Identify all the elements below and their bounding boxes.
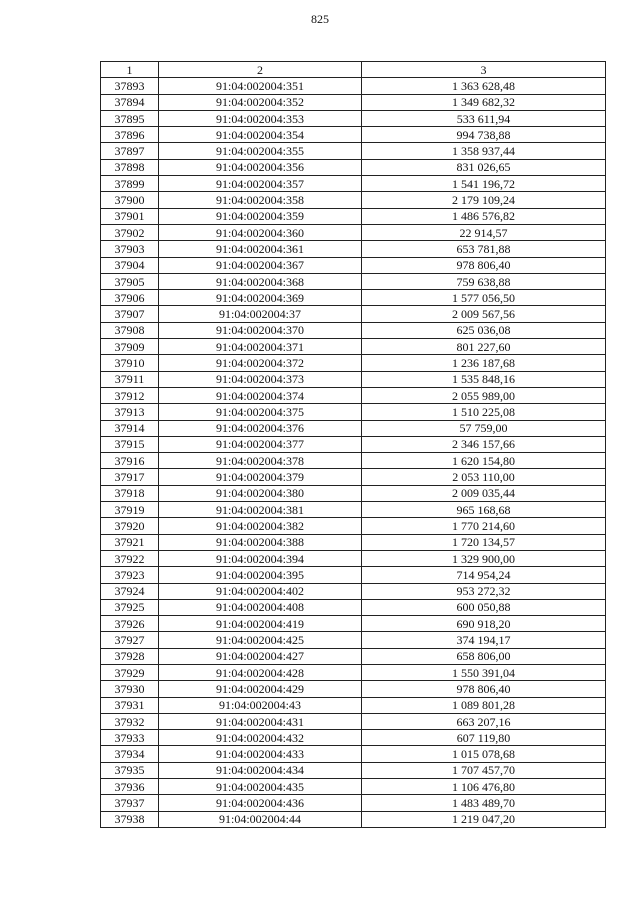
table-row: [101, 404, 606, 420]
row-number-cell: 37933: [101, 730, 159, 746]
value-cell: 1 510 225,08: [362, 404, 606, 420]
value-cell: 1 550 391,04: [362, 664, 606, 680]
row-number-cell: 37924: [101, 583, 159, 599]
cadastral-number-cell: 91:04:002004:352: [159, 94, 362, 110]
table-row: [101, 534, 606, 550]
value-cell: 600 050,88: [362, 599, 606, 615]
cadastral-number-cell: 91:04:002004:370: [159, 322, 362, 338]
cadastral-number-cell: 91:04:002004:360: [159, 224, 362, 240]
value-cell: 1 236 187,68: [362, 355, 606, 371]
value-cell: 625 036,08: [362, 322, 606, 338]
table-row: [101, 273, 606, 289]
table-row: [101, 78, 606, 94]
cadastral-number-cell: 91:04:002004:43: [159, 697, 362, 713]
table-row: [101, 127, 606, 143]
table-row: [101, 811, 606, 827]
value-cell: 1 770 214,60: [362, 518, 606, 534]
cadastral-number-cell: 91:04:002004:44: [159, 811, 362, 827]
row-number-cell: 37938: [101, 811, 159, 827]
table-row: [101, 795, 606, 811]
cadastral-number-cell: 91:04:002004:425: [159, 632, 362, 648]
row-number-cell: 37911: [101, 371, 159, 387]
value-cell: 1 106 476,80: [362, 779, 606, 795]
row-number-cell: 37922: [101, 550, 159, 566]
cadastral-value-table: [100, 61, 606, 828]
cadastral-number-cell: 91:04:002004:356: [159, 159, 362, 175]
table-row: [101, 550, 606, 566]
cadastral-number-cell: 91:04:002004:375: [159, 404, 362, 420]
table-row: [101, 567, 606, 583]
value-cell: 653 781,88: [362, 241, 606, 257]
cadastral-number-cell: 91:04:002004:432: [159, 730, 362, 746]
cadastral-number-cell: 91:04:002004:428: [159, 664, 362, 680]
row-number-cell: 37932: [101, 713, 159, 729]
table-row: [101, 583, 606, 599]
row-number-cell: 37901: [101, 208, 159, 224]
cadastral-number-cell: 91:04:002004:351: [159, 78, 362, 94]
row-number-cell: 37895: [101, 110, 159, 126]
row-number-cell: 37936: [101, 779, 159, 795]
row-number-cell: 37914: [101, 420, 159, 436]
value-cell: 1 358 937,44: [362, 143, 606, 159]
value-cell: 1 535 848,16: [362, 371, 606, 387]
table-row: [101, 697, 606, 713]
cadastral-number-cell: 91:04:002004:368: [159, 273, 362, 289]
cadastral-number-cell: 91:04:002004:431: [159, 713, 362, 729]
table-row: [101, 469, 606, 485]
table-row: [101, 355, 606, 371]
value-cell: 978 806,40: [362, 681, 606, 697]
table-row: [101, 681, 606, 697]
row-number-cell: 37923: [101, 567, 159, 583]
table-row: [101, 713, 606, 729]
value-cell: 2 346 157,66: [362, 436, 606, 452]
table-row: [101, 420, 606, 436]
value-cell: 607 119,80: [362, 730, 606, 746]
table-row: [101, 94, 606, 110]
row-number-cell: 37913: [101, 404, 159, 420]
row-number-cell: 37929: [101, 664, 159, 680]
table-row: [101, 306, 606, 322]
value-cell: 2 009 035,44: [362, 485, 606, 501]
table-row: [101, 192, 606, 208]
value-cell: 2 055 989,00: [362, 387, 606, 403]
row-number-cell: 37917: [101, 469, 159, 485]
table-row: [101, 143, 606, 159]
cadastral-number-cell: 91:04:002004:379: [159, 469, 362, 485]
cadastral-number-cell: 91:04:002004:381: [159, 502, 362, 518]
row-number-cell: 37896: [101, 127, 159, 143]
table-row: [101, 208, 606, 224]
cadastral-number-cell: 91:04:002004:37: [159, 306, 362, 322]
value-cell: 1 720 134,57: [362, 534, 606, 550]
row-number-cell: 37905: [101, 273, 159, 289]
header-col-1: 1: [101, 62, 159, 78]
cadastral-number-cell: 91:04:002004:361: [159, 241, 362, 257]
value-cell: 714 954,24: [362, 567, 606, 583]
cadastral-number-cell: 91:04:002004:433: [159, 746, 362, 762]
cadastral-number-cell: 91:04:002004:378: [159, 453, 362, 469]
cadastral-number-cell: 91:04:002004:435: [159, 779, 362, 795]
table-row: [101, 371, 606, 387]
value-cell: 1 349 682,32: [362, 94, 606, 110]
row-number-cell: 37927: [101, 632, 159, 648]
cadastral-number-cell: 91:04:002004:377: [159, 436, 362, 452]
cadastral-number-cell: 91:04:002004:419: [159, 616, 362, 632]
row-number-cell: 37908: [101, 322, 159, 338]
table-row: [101, 322, 606, 338]
table-row: [101, 730, 606, 746]
value-cell: 978 806,40: [362, 257, 606, 273]
row-number-cell: 37898: [101, 159, 159, 175]
value-cell: 1 015 078,68: [362, 746, 606, 762]
header-col-3: 3: [362, 62, 606, 78]
row-number-cell: 37915: [101, 436, 159, 452]
row-number-cell: 37904: [101, 257, 159, 273]
row-number-cell: 37919: [101, 502, 159, 518]
value-cell: 1 483 489,70: [362, 795, 606, 811]
table-row: [101, 648, 606, 664]
table-row: [101, 779, 606, 795]
cadastral-number-cell: 91:04:002004:388: [159, 534, 362, 550]
table-row: [101, 387, 606, 403]
row-number-cell: 37918: [101, 485, 159, 501]
cadastral-number-cell: 91:04:002004:369: [159, 290, 362, 306]
table-row: [101, 746, 606, 762]
value-cell: 801 227,60: [362, 339, 606, 355]
row-number-cell: 37920: [101, 518, 159, 534]
table-row: [101, 762, 606, 778]
header-row: [101, 62, 606, 78]
cadastral-number-cell: 91:04:002004:376: [159, 420, 362, 436]
cadastral-number-cell: 91:04:002004:353: [159, 110, 362, 126]
value-cell: 953 272,32: [362, 583, 606, 599]
value-cell: 2 053 110,00: [362, 469, 606, 485]
table-header: [101, 62, 606, 78]
row-number-cell: 37894: [101, 94, 159, 110]
cadastral-number-cell: 91:04:002004:372: [159, 355, 362, 371]
value-cell: 994 738,88: [362, 127, 606, 143]
row-number-cell: 37925: [101, 599, 159, 615]
cadastral-number-cell: 91:04:002004:373: [159, 371, 362, 387]
row-number-cell: 37909: [101, 339, 159, 355]
table-row: [101, 159, 606, 175]
row-number-cell: 37937: [101, 795, 159, 811]
row-number-cell: 37921: [101, 534, 159, 550]
cadastral-number-cell: 91:04:002004:355: [159, 143, 362, 159]
table-row: [101, 632, 606, 648]
table-row: [101, 502, 606, 518]
cadastral-number-cell: 91:04:002004:408: [159, 599, 362, 615]
value-cell: 1 219 047,20: [362, 811, 606, 827]
cadastral-number-cell: 91:04:002004:354: [159, 127, 362, 143]
table-body: [101, 78, 606, 828]
value-cell: 1 707 457,70: [362, 762, 606, 778]
table-row: [101, 176, 606, 192]
row-number-cell: 37935: [101, 762, 159, 778]
value-cell: 658 806,00: [362, 648, 606, 664]
header-col-2: 2: [159, 62, 362, 78]
value-cell: 2 179 109,24: [362, 192, 606, 208]
value-cell: 1 363 628,48: [362, 78, 606, 94]
value-cell: 690 918,20: [362, 616, 606, 632]
row-number-cell: 37903: [101, 241, 159, 257]
value-cell: 533 611,94: [362, 110, 606, 126]
cadastral-number-cell: 91:04:002004:371: [159, 339, 362, 355]
row-number-cell: 37928: [101, 648, 159, 664]
row-number-cell: 37931: [101, 697, 159, 713]
cadastral-number-cell: 91:04:002004:434: [159, 762, 362, 778]
cadastral-number-cell: 91:04:002004:358: [159, 192, 362, 208]
value-cell: 57 759,00: [362, 420, 606, 436]
page-number: 825: [311, 12, 329, 26]
table-row: [101, 290, 606, 306]
value-cell: 759 638,88: [362, 273, 606, 289]
table-row: [101, 616, 606, 632]
cadastral-number-cell: 91:04:002004:427: [159, 648, 362, 664]
cadastral-number-cell: 91:04:002004:395: [159, 567, 362, 583]
row-number-cell: 37902: [101, 224, 159, 240]
value-cell: 1 486 576,82: [362, 208, 606, 224]
value-cell: 22 914,57: [362, 224, 606, 240]
cadastral-number-cell: 91:04:002004:374: [159, 387, 362, 403]
value-cell: 663 207,16: [362, 713, 606, 729]
table-row: [101, 436, 606, 452]
value-cell: 831 026,65: [362, 159, 606, 175]
row-number-cell: 37926: [101, 616, 159, 632]
cadastral-number-cell: 91:04:002004:367: [159, 257, 362, 273]
table-row: [101, 453, 606, 469]
value-cell: 1 620 154,80: [362, 453, 606, 469]
row-number-cell: 37934: [101, 746, 159, 762]
value-cell: 1 089 801,28: [362, 697, 606, 713]
cadastral-number-cell: 91:04:002004:382: [159, 518, 362, 534]
row-number-cell: 37912: [101, 387, 159, 403]
value-cell: 1 577 056,50: [362, 290, 606, 306]
table-row: [101, 257, 606, 273]
row-number-cell: 37906: [101, 290, 159, 306]
row-number-cell: 37910: [101, 355, 159, 371]
value-cell: 965 168,68: [362, 502, 606, 518]
cadastral-number-cell: 91:04:002004:429: [159, 681, 362, 697]
value-cell: 1 329 900,00: [362, 550, 606, 566]
row-number-cell: 37897: [101, 143, 159, 159]
cadastral-number-cell: 91:04:002004:357: [159, 176, 362, 192]
table-row: [101, 241, 606, 257]
row-number-cell: 37907: [101, 306, 159, 322]
row-number-cell: 37900: [101, 192, 159, 208]
cadastral-number-cell: 91:04:002004:394: [159, 550, 362, 566]
value-cell: 1 541 196,72: [362, 176, 606, 192]
value-cell: 374 194,17: [362, 632, 606, 648]
row-number-cell: 37899: [101, 176, 159, 192]
row-number-cell: 37893: [101, 78, 159, 94]
value-cell: 2 009 567,56: [362, 306, 606, 322]
cadastral-number-cell: 91:04:002004:359: [159, 208, 362, 224]
table-row: [101, 518, 606, 534]
table-row: [101, 599, 606, 615]
cadastral-number-cell: 91:04:002004:402: [159, 583, 362, 599]
cadastral-number-cell: 91:04:002004:436: [159, 795, 362, 811]
table-row: [101, 224, 606, 240]
table-row: [101, 664, 606, 680]
row-number-cell: 37916: [101, 453, 159, 469]
table-row: [101, 485, 606, 501]
table-row: [101, 110, 606, 126]
cadastral-number-cell: 91:04:002004:380: [159, 485, 362, 501]
row-number-cell: 37930: [101, 681, 159, 697]
table-row: [101, 339, 606, 355]
